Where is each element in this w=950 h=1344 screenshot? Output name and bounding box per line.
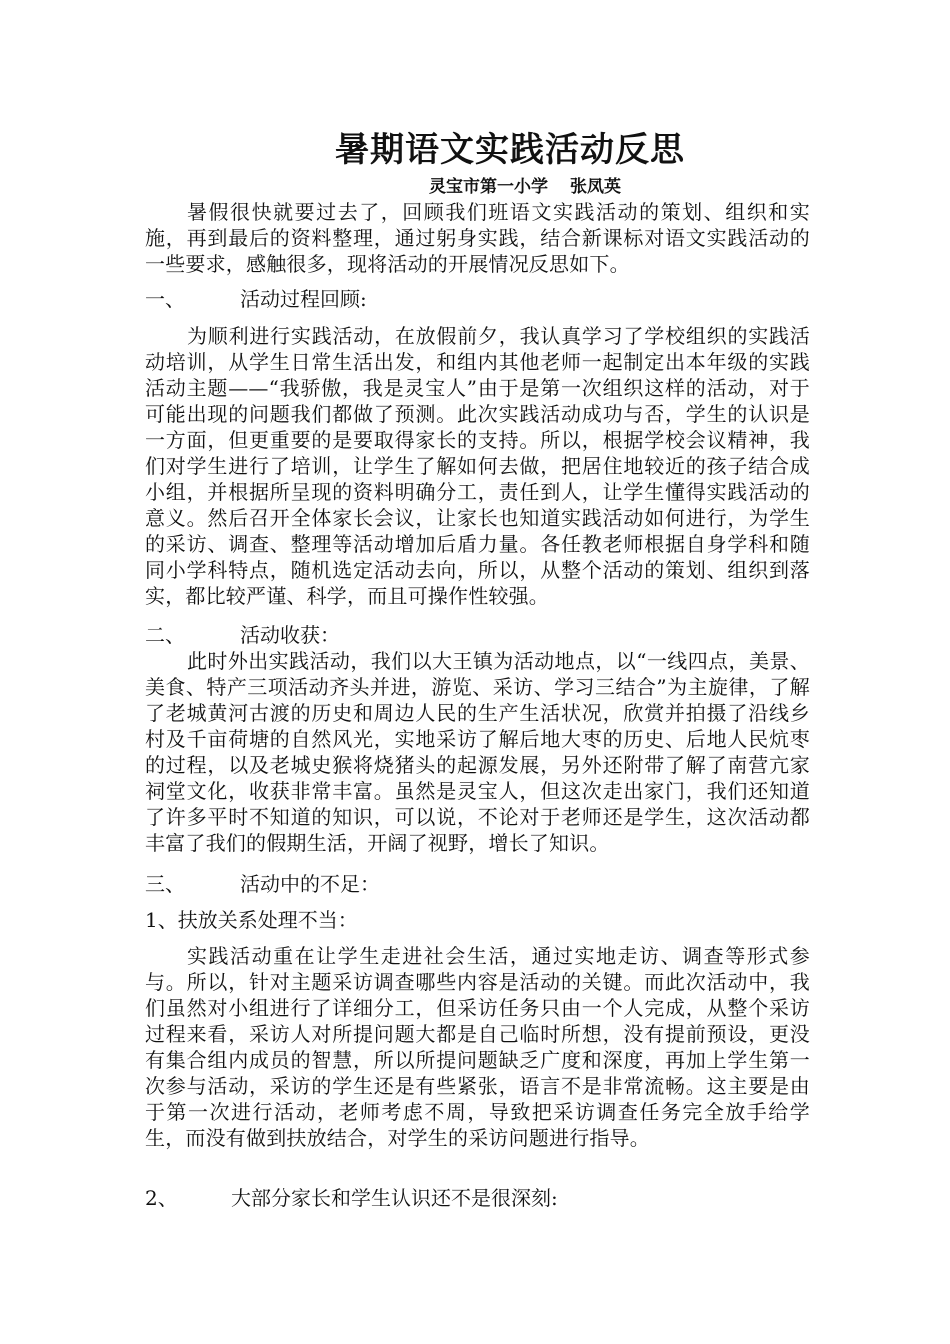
section-2-number: 二、 xyxy=(145,623,185,647)
section-3-title: 活动中的不足： xyxy=(240,872,380,896)
intro-block xyxy=(145,199,810,277)
section-2-body-block xyxy=(145,648,810,856)
school-name: 灵宝市第一小学 xyxy=(429,177,548,197)
subsection-1-heading xyxy=(145,907,810,933)
subsection-2-heading xyxy=(145,1185,810,1211)
page-title: 暑期语文实践活动反思 xyxy=(335,130,685,170)
section-1-body: 为顺利进行实践活动，在放假前夕，我认真学习了学校组织的实践活动培训，从学生日常生活出发，和组内其他老师一起制定出本年级的实践活动主题——“我骄傲，我是灵宝人”由于是第一次组织这样的活动，对于可能出现的问题我们都做了预测。此次实践活动成功与否，学生的认识是一方面，但更重要的是要取得家长的支持。所以，根据学校会议精神，我们对学生进行了培训，让学生了解如何去做，把居住地较近的孩子结合成小组，并根据所呈现的资料明确分工，责任到人，让学生懂得实践活动的意义。然后召开全体家长会议，让家长也知道实践活动如何进行，为学生的采访、调查、整理等活动增加后盾力量。各任教老师根据自身学科和随同小学科特点，随机选定活动去向，所以，从整个活动的策划、组织到落实，都比较严谨、科学，而且可操作性较强。 xyxy=(145,324,810,608)
section-1-number: 一、 xyxy=(145,287,185,311)
section-3-heading xyxy=(145,871,810,897)
subsection-2-number: 2、 xyxy=(145,1186,178,1210)
byline xyxy=(145,176,905,198)
section-2-heading xyxy=(145,622,810,648)
section-3-number: 三、 xyxy=(145,872,185,896)
intro-paragraph: 暑假很快就要过去了，回顾我们班语文实践活动的策划、组织和实施，再到最后的资料整理，通过躬身实践，结合新课标对语文实践活动的一些要求，感触很多，现将活动的开展情况反思如下。 xyxy=(145,200,810,276)
subsection-2-title: 大部分家长和学生认识还不是很深刻: xyxy=(231,1186,558,1210)
section-2-title: 活动收获： xyxy=(240,623,340,647)
author-name: 张凤英 xyxy=(570,177,621,197)
section-1-body-block xyxy=(145,323,810,609)
section-1-heading xyxy=(145,286,810,312)
subsection-1-body: 实践活动重在让学生走进社会生活，通过实地走访、调查等形式参与。所以，针对主题采访调查哪些内容是活动的关键。而此次活动中，我们虽然对小组进行了详细分工，但采访任务只由一个人完成，从整个采访过程来看，采访人对所提问题大都是自己临时所想，没有提前预设，更没有集合组内成员的智慧，所以所提问题缺乏广度和深度，再加上学生第一次参与活动，采访的学生还是有些紧张，语言不是非常流畅。这主要是由于第一次进行活动，老师考虑不周，导致把采访调查任务完全放手给学生，而没有做到扶放结合，对学生的采访问题进行指导。 xyxy=(145,944,810,1150)
subsection-1-body-block xyxy=(145,943,810,1151)
subsection-1-title: 1、扶放关系处理不当： xyxy=(145,908,358,932)
section-2-body: 此时外出实践活动，我们以大王镇为活动地点，以“一线四点，美景、美食、特产三项活动齐头并进，游览、采访、学习三结合”为主旋律，了解了老城黄河古渡的历史和周边人民的生产生活状况，欣赏并拍摄了沿线乡村及千亩荷塘的自然风光，实地采访了解后地大枣的历史、后地人民炕枣的过程，以及老城史猴将烧猪头的起源发展，另外还附带了解了南营亢家祠堂文化，收获非常丰富。虽然是灵宝人，但这次走出家门，我们还知道了许多平时不知道的知识，可以说，不论对于老师还是学生，这次活动都丰富了我们的假期生活，开阔了视野，增长了知识。 xyxy=(145,649,810,855)
section-1-title: 活动过程回顾: xyxy=(240,287,367,311)
